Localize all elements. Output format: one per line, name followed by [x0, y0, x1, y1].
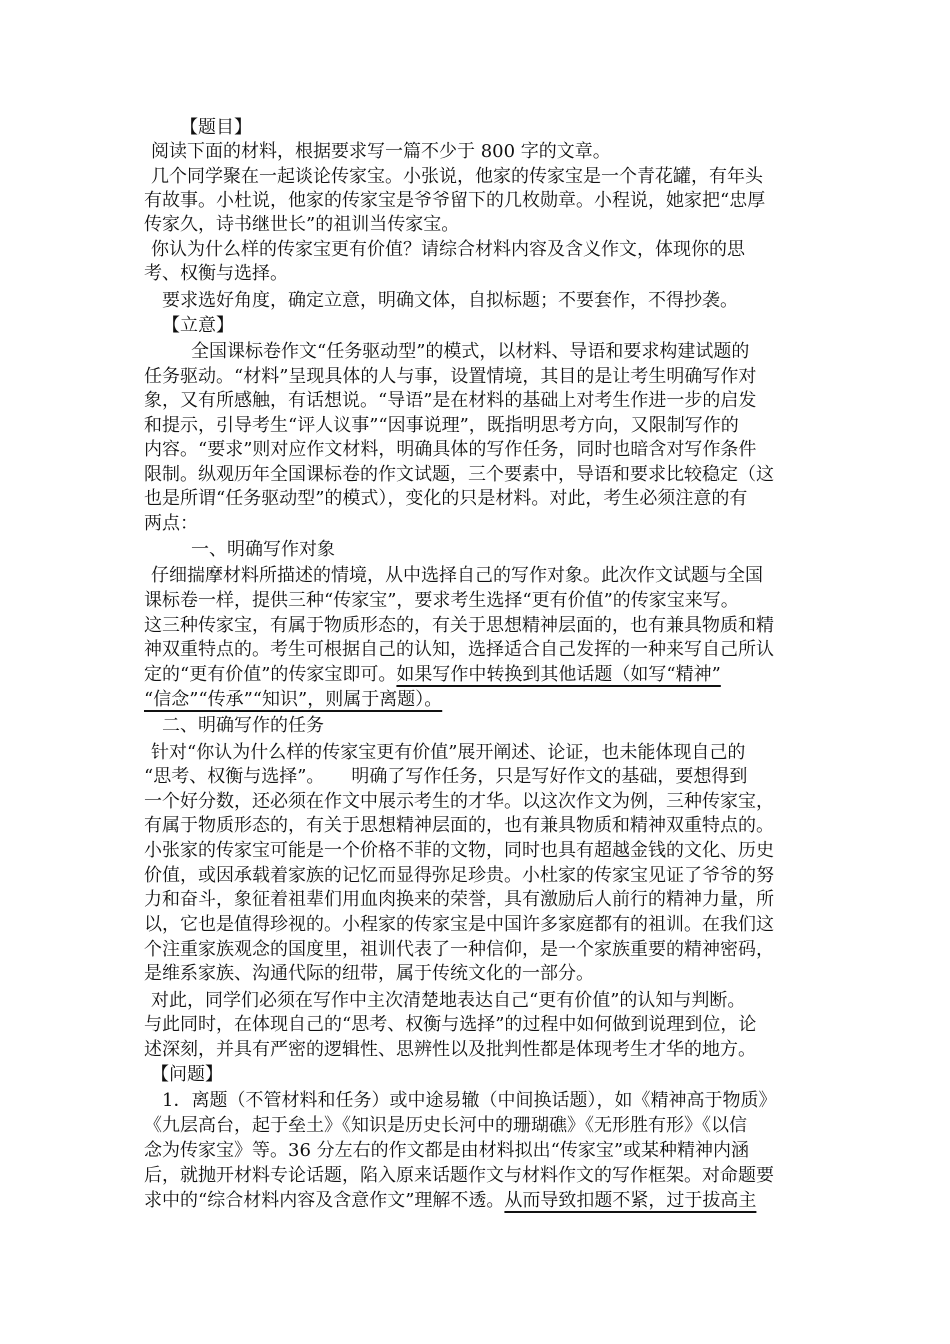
paragraph-line: 《九层高台，起于垒土》《知识是历史长河中的珊瑚礁》《无形胜有形》《以信: [144, 1115, 747, 1136]
section-heading-topic: 【题目】: [180, 117, 252, 138]
paragraph-line: 神双重特点的。考生可根据自己的认知，选择适合自己发挥的一种来写自己所认: [144, 639, 774, 660]
paragraph-line: 课标卷一样，提供三种“传家宝”，要求考生选择“更有价值”的传家宝来写。: [144, 590, 739, 611]
paragraph-line: 仔细揣摩材料所描述的情境，从中选择自己的写作对象。此次作文试题与全国: [151, 565, 763, 586]
paragraph-line: 是维系家族、沟通代际的纽带，属于传统文化的一部分。: [144, 963, 594, 984]
underlined-text: 从而导致扣题不紧，过于拔高主: [504, 1190, 757, 1211]
paragraph-line: 象，又有所感触，有话想说。“导语”是在材料的基础上对考生作进一步的启发: [144, 390, 757, 411]
paragraph-line: [144, 1189, 756, 1213]
underlined-text: “信念”“传承”“知识”，则属于离题）。: [144, 689, 443, 710]
section-heading-problems: 【问题】: [151, 1064, 223, 1085]
section-heading-intent: 【立意】: [162, 315, 234, 336]
plain-text: 求中的“综合材料内容及含意作文”理解不透。: [144, 1190, 505, 1211]
paragraph-line: 这三种传家宝，有属于物质形态的，有关于思想精神层面的，也有兼具物质和精: [144, 615, 774, 636]
paragraph-line: 一个好分数，还必须在作文中展示考生的才华。以这次作文为例，三种传家宝，: [144, 791, 774, 812]
paragraph-line: 有属于物质形态的，有关于思想精神层面的，也有兼具物质和精神双重特点的。: [144, 815, 774, 836]
paragraph-line: 1．离题（不管材料和任务）或中途易辙（中间换话题），如《精神高于物质》: [162, 1090, 777, 1111]
paragraph-line: 念为传家宝》等。36 分左右的作文都是由材料拟出“传家宝”或某种精神内涵: [144, 1140, 750, 1161]
paragraph-line: 两点：: [144, 513, 198, 534]
paragraph-line: 针对“你认为什么样的传家宝更有价值”展开阐述、论证，也未能体现自己的: [151, 742, 746, 763]
paragraph-line: 传家久，诗书继世长”的祖训当传家宝。: [144, 214, 460, 235]
paragraph-line: 有故事。小杜说，他家的传家宝是爷爷留下的几枚勋章。小程说，她家把“忠厚: [144, 190, 766, 211]
paragraph-line: 任务驱动。“材料”呈现具体的人与事，设置情境，其目的是让考生明确写作对: [144, 366, 757, 387]
paragraph-line: 后，就抛开材料专论话题，陷入原来话题作文与材料作文的写作框架。对命题要: [144, 1165, 774, 1186]
subsection-title: 二、明确写作的任务: [162, 715, 324, 736]
paragraph-line: 以，它也是值得珍视的。小程家的传家宝是中国许多家庭都有的祖训。在我们这: [144, 914, 774, 935]
paragraph-line: 考、权衡与选择。: [144, 263, 288, 284]
paragraph-line: 与此同时，在体现自己的“思考、权衡与选择”的过程中如何做到说理到位，论: [144, 1014, 757, 1035]
subsection-title: 一、明确写作对象: [191, 539, 335, 560]
paragraph-line: 述深刻，并具有严密的逻辑性、思辨性以及批判性都是体现考生才华的地方。: [144, 1039, 756, 1060]
paragraph-line: 要求选好角度，确定立意，明确文体，自拟标题；不要套作，不得抄袭。: [162, 290, 738, 311]
paragraph-line: 小张家的传家宝可能是一个价格不菲的文物，同时也具有超越金钱的文化、历史: [144, 840, 774, 861]
paragraph-line: 阅读下面的材料，根据要求写一篇不少于 800 字的文章。: [151, 141, 611, 162]
paragraph-line: 也是所谓“任务驱动型”的模式），变化的只是材料。对此，考生必须注意的有: [144, 488, 748, 509]
paragraph-line: [144, 688, 442, 712]
paragraph-line: “思考、权衡与选择”。 明确了写作任务，只是写好作文的基础，要想得到: [144, 766, 748, 787]
paragraph-line: [144, 663, 721, 687]
paragraph-line: 个注重家族观念的国度里，祖训代表了一种信仰，是一个家族重要的精神密码，: [144, 939, 774, 960]
plain-text: 定的“更有价值”的传家宝即可。: [144, 664, 397, 685]
paragraph-line: 和提示，引导考生“评人议事”“因事说理”，既指明思考方向，又限制写作的: [144, 415, 739, 436]
paragraph-line: 你认为什么样的传家宝更有价值？请综合材料内容及含义作文，体现你的思: [151, 239, 745, 260]
paragraph-line: 几个同学聚在一起谈论传家宝。小张说，他家的传家宝是一个青花罐，有年头: [151, 166, 763, 187]
paragraph-line: 内容。“要求”则对应作文材料，明确具体的写作任务，同时也暗含对写作条件: [144, 439, 757, 460]
paragraph-line: 价值，或因承载着家族的记忆而显得弥足珍贵。小杜家的传家宝见证了爷爷的努: [144, 865, 774, 886]
paragraph-line: 对此，同学们必须在写作中主次清楚地表达自己“更有价值”的认知与判断。: [151, 990, 746, 1011]
paragraph-line: 全国课标卷作文“任务驱动型”的模式，以材料、导语和要求构建试题的: [191, 341, 750, 362]
paragraph-line: 力和奋斗，象征着祖辈们用血肉换来的荣誉，具有激励后人前行的精神力量，所: [144, 889, 774, 910]
underlined-text: 如果写作中转换到其他话题（如写“精神”: [396, 664, 721, 685]
paragraph-line: 限制。纵观历年全国课标卷的作文试题，三个要素中，导语和要求比较稳定（这: [144, 464, 774, 485]
